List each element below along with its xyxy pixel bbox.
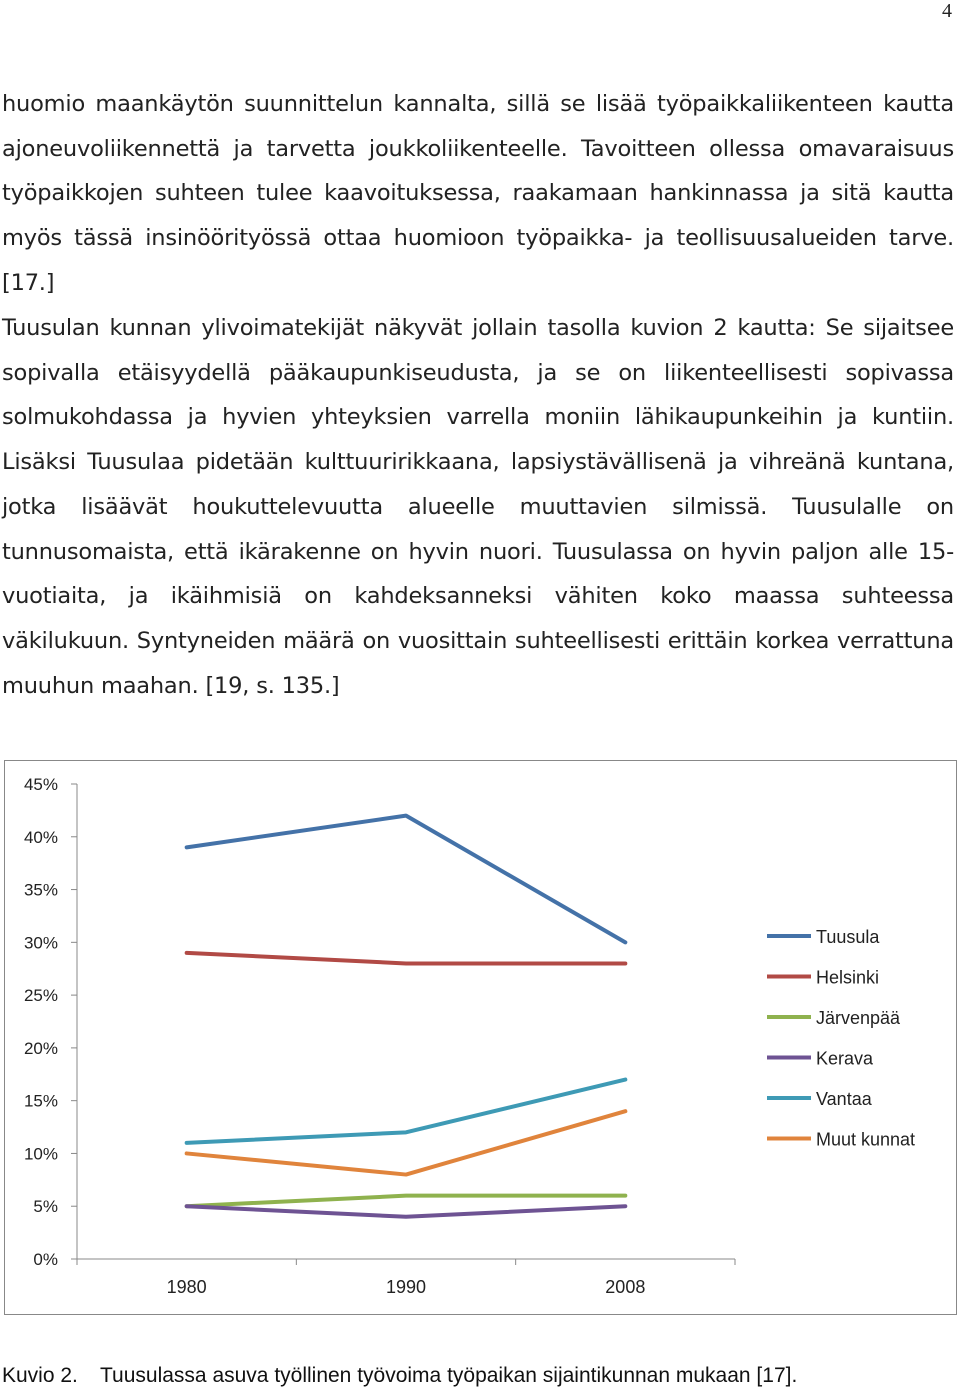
y-tick-label: 20%	[23, 1038, 58, 1058]
x-tick-label: 2008	[605, 1277, 646, 1297]
body-paragraph-1: huomio maankäytön suunnittelun kannalta, sillä se lisää työpaikkaliikenteen kautta ajoneuvoliikennettä ja tarvetta joukkoliikenteelle. Tavoitteen ollessa omavaraisuus työpaikkojen suhteen tulee kaavoituksessa, raakamaan hankinnassa ja sitä kautta myös tässä insinöörityössä ottaa huomioon työpaikka- ja teollisuusalueiden tarve. [17.]	[2, 91, 954, 296]
body-paragraph-2: Tuusulan kunnan ylivoimatekijät näkyvät jollain tasolla kuvion 2 kautta: Se sijaitsee sopivalla etäisyydellä pääkaupunkiseudusta, ja se on liikenteellisesti sopivassa solmukohdassa ja hyvien yhteyksien varrella moniin lähikaupunkeihin ja kuntiin. Lisäksi Tuusulaa pidetään kulttuuririkkaana, lapsiystävällisenä ja vihreänä kuntana, jotka lisäävät houkuttelevuutta alueelle muuttavien silmissä. Tuusulalle on tunnusomaista, että ikärakenne on hyvin nuori. Tuusulassa on hyvin paljon alle 15-vuotiaita, ja ikäihmisiä on kahdeksanneksi vähiten koko maassa suhteessa väkilukuun. Syntyneiden määrä on vuosittain suhteellisesti erittäin korkea verrattuna muuhun maahan. [19, s. 135.]	[2, 315, 954, 699]
y-tick-label: 25%	[23, 986, 58, 1006]
y-tick-label: 10%	[23, 1144, 58, 1164]
figure-caption	[2, 1364, 797, 1388]
legend-label: Muut kunnat	[816, 1129, 916, 1150]
series-line-vantaa	[187, 1080, 626, 1143]
caption-text: Tuusulassa asuva työllinen työvoima työpaikan sijaintikunnan mukaan [17].	[100, 1364, 798, 1387]
legend-label: Järvenpää	[816, 1008, 901, 1028]
y-tick-label: 40%	[23, 827, 58, 847]
series-line-muut-kunnat	[187, 1111, 626, 1174]
series-line-järvenpää	[187, 1196, 626, 1207]
y-tick-label: 45%	[23, 775, 58, 794]
series-line-kerava	[187, 1206, 626, 1217]
series-line-helsinki	[187, 953, 626, 964]
y-tick-label: 30%	[23, 933, 58, 953]
y-tick-label: 0%	[33, 1250, 58, 1269]
page-number: 4	[942, 0, 952, 22]
y-tick-label: 5%	[33, 1197, 58, 1217]
y-tick-label: 15%	[23, 1091, 58, 1111]
x-tick-label: 1980	[166, 1277, 207, 1297]
x-tick-label: 1990	[385, 1277, 427, 1297]
chart-frame	[4, 760, 957, 1315]
legend-label: Tuusula	[816, 927, 880, 947]
legend-label: Vantaa	[816, 1089, 872, 1109]
line-chart	[5, 761, 956, 1314]
y-tick-label: 35%	[23, 880, 58, 900]
caption-label: Kuvio 2.	[2, 1364, 78, 1387]
series-line-tuusula	[187, 816, 626, 943]
legend-label: Kerava	[816, 1048, 874, 1069]
legend-label: Helsinki	[816, 967, 880, 988]
